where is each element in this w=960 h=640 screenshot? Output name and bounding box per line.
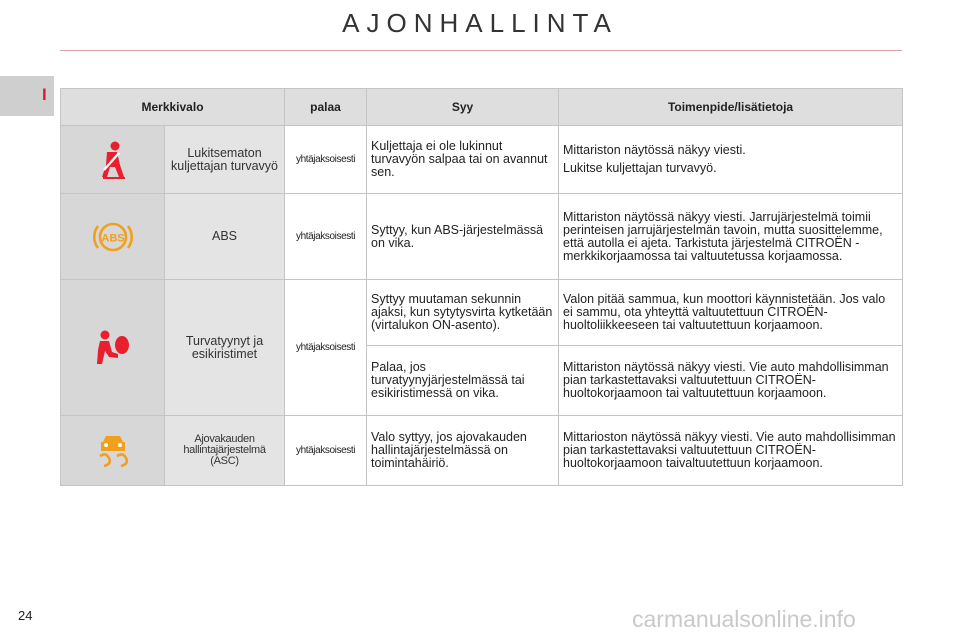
light-name: Lukitsematon kuljettajan turvavyö xyxy=(165,126,285,194)
action-line: Lukitse kuljettajan turvavyö. xyxy=(563,161,717,175)
header-lit: palaa xyxy=(285,89,367,126)
light-action: Mittariston näytössä näkyy viesti. Jarrujärjestelmä toimii perinteisen jarrujärjestelmän tavoin, mutta suosittelemme, että autolla ei ajeta. Tarkistuta järjestelmä CITROËN -merkkikorjaamossa tai valtuutetussa korjaamossa. xyxy=(559,194,903,280)
header-cause: Syy xyxy=(367,89,559,126)
seatbelt-icon xyxy=(61,139,164,181)
light-action: Valon pitää sammua, kun moottori käynnistetään. Jos valo ei sammu, ota yhteyttä valtuutettuun CITROËN-huoltoliikkeeseen tai valtuutettuun korjaamoon. xyxy=(559,280,903,346)
section-tab[interactable] xyxy=(0,76,54,116)
light-action xyxy=(559,126,903,194)
title-divider xyxy=(60,50,902,51)
icon-cell xyxy=(61,280,165,416)
light-cause: Syttyy muutaman sekunnin ajaksi, kun sytytysvirta kytketään (virtalukon ON-asento). xyxy=(367,280,559,346)
light-name: ABS xyxy=(165,194,285,280)
svg-text:ABS: ABS xyxy=(100,232,125,244)
action-line: Mittariston näytössä näkyy viesti. xyxy=(563,143,746,157)
table-row xyxy=(61,126,903,194)
table-row xyxy=(61,416,903,486)
light-cause: Kuljettaja ei ole lukinnut turvavyön salpaa tai on avannut sen. xyxy=(367,126,559,194)
asc-skid-icon xyxy=(61,432,164,470)
icon-cell xyxy=(61,126,165,194)
abs-icon xyxy=(61,219,164,255)
watermark: carmanualsonline.info xyxy=(632,606,856,632)
section-tab-letter: I xyxy=(42,85,47,104)
icon-cell xyxy=(61,416,165,486)
light-cause: Palaa, jos turvatyynyjärjestelmässä tai esikiristimessä on vika. xyxy=(367,346,559,416)
light-cause: Syttyy, kun ABS-järjestelmässä on vika. xyxy=(367,194,559,280)
light-name: Turvatyynyt ja esikiristimet xyxy=(165,280,285,416)
light-action: Mittariston näytössä näkyy viesti. Vie auto mahdollisimman pian tarkastettavaksi valtuutettuun CITROËN-huoltokorjaamoon tai valtuutettuun korjaamoon. xyxy=(559,346,903,416)
header-action: Toimenpide/lisätietoja xyxy=(559,89,903,126)
light-frequency: yhtäjaksoisesti xyxy=(285,194,367,280)
airbag-icon xyxy=(61,328,164,368)
header-warning-light: Merkkivalo xyxy=(61,89,285,126)
table-header-row xyxy=(61,89,903,126)
warning-lights-table xyxy=(60,88,903,486)
page-title: AJONHALLINTA xyxy=(342,8,618,38)
light-action: Mittarioston näytössä näkyy viesti. Vie auto mahdollisimman pian tarkastettavaksi valtuutettuun CITROËN-huoltokorjaamoon taivaltuutettuun korjaamoon. xyxy=(559,416,903,486)
table-row xyxy=(61,280,903,346)
page-number: 24 xyxy=(18,608,33,623)
icon-cell xyxy=(61,194,165,280)
light-frequency: yhtäjaksoisesti xyxy=(285,126,367,194)
light-name: Ajovakauden hallintajärjestelmä (ASC) xyxy=(165,416,285,486)
light-cause: Valo syttyy, jos ajovakauden hallintajärjestelmässä on toimintahäiriö. xyxy=(367,416,559,486)
table-row xyxy=(61,194,903,280)
light-frequency: yhtäjaksoisesti xyxy=(285,416,367,486)
light-frequency: yhtäjaksoisesti xyxy=(285,280,367,416)
